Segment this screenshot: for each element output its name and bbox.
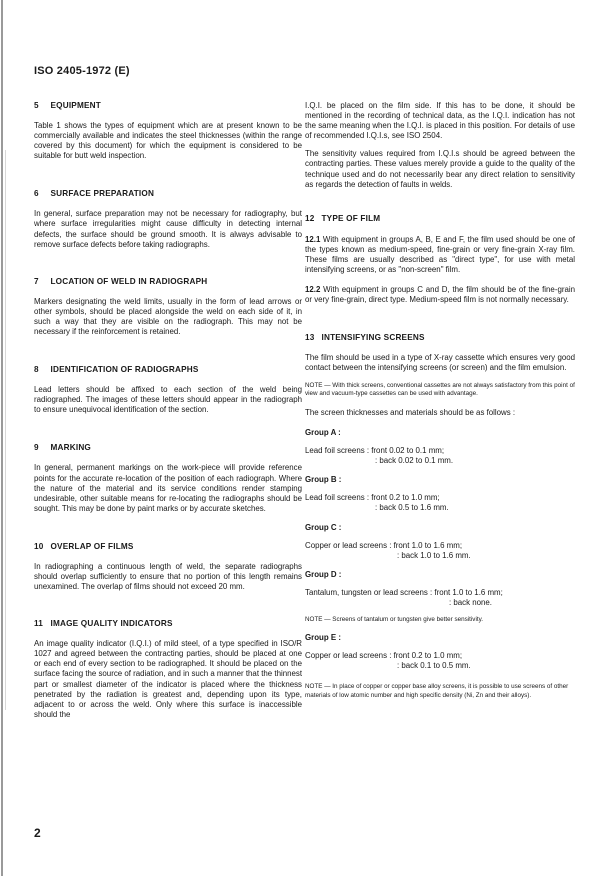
section-body: The sensitivity values required from I.Q.I.s should be agreed between the contracting parties. These values merely provide a guide to the quality of the technique used and do not necessarily bear any direct relation to sensitivity as regards the detection of faults in welds. [305,149,575,189]
section-number: 11 [34,619,44,629]
group-label: Group B : [305,475,342,485]
group-label: Group C : [305,522,342,532]
section-heading [34,101,302,110]
section-body: The film should be used in a type of X-ray cassette which ensures very good contact between the intensifying screens (or screen) and the film emulsion. [305,353,575,373]
screen-spec-back: : back 0.5 to 1.6 mm. [375,503,449,513]
screen-spec-front: Lead foil screens : front 0.2 to 1.0 mm; [305,493,440,503]
section-number: 5 [34,101,39,110]
page-number: 2 [34,826,41,840]
screen-spec-back: : back none. [449,597,492,607]
section-body: Markers designating the weld limits, usually in the form of lead arrows or other symbols, should be placed alongside the weld on each side of it, in such a way that they are visible on the radiograph. This may not be necessary if the reinforcement is retained. [34,296,302,337]
document-id: ISO 2405-1972 (E) [34,65,130,77]
section-body: The screen thicknesses and materials should be as follows : [305,408,516,418]
note: NOTE — With thick screens, conventional cassettes are not always satisfactory from this point of view and vacuum-type cassettes can be used with advantage. [305,381,575,398]
screen-spec-front: Tantalum, tungsten or lead screens : front 1.0 to 1.6 mm; [305,587,503,597]
section-body-continued: I.Q.I. be placed on the film side. If this has to be done, it should be mentioned in the recording of technical data, as the I.Q.I. indication has not the same meaning when the I.Q.I. is placed in this position. For details of use of recommended I.Q.I.s, see ISO 2504. [305,101,575,141]
section-heading [34,189,302,198]
section-heading [34,542,302,551]
section-number: 7 [34,276,39,286]
section-heading [34,443,302,452]
right-column [305,101,575,701]
section-heading [305,214,575,223]
group-label: Group A : [305,428,341,438]
screen-spec-back: : back 0.1 to 0.5 mm. [397,660,471,670]
page-edge [1,0,3,876]
section-body: Table 1 shows the types of equipment which are at present known to be commercially available and indicates the steel thicknesses (within the range covered by this document) for which the equipment is considered to be suitable for butt weld inspection. [34,121,302,161]
subsection-body [305,285,575,305]
section-title: SURFACE PREPARATION [50,189,155,199]
section-body: In general, permanent markings on the work-piece will provide reference points for the accurate re-location of the position of each radiograph. Where the nature of the material and its service conditions render stamping undesirable, other suitable means for re-locating the radiographs should be sought. This may be done by paint marks or by accurate sketches. [34,463,302,513]
section-heading [34,277,302,286]
section-body: An image quality indicator (I.Q.I.) of mild steel, of a type specified in ISO/R 1027 and agreed between the contracting parties, should be placed at one or each end of every section to be radiographed. It should be placed on the surface facing the source of radiation, and in such a manner that the thinnest part or smallest diameter of the indicator is placed where the thickness penetrated by the radiation is greatest and, depending upon its type, adjacent to or across the weld. Only where this surface is inaccessible should the [34,639,303,719]
section-heading [305,333,575,342]
section-body: In radiographing a continuous length of weld, the separate radiographs should overlap sufficiently to ensure that no portion of this length remains unexamined. The overlap of films should not exceed 20 mm. [34,561,302,592]
section-heading [34,619,302,628]
subsection-text: With equipment in groups A, B, E and F, the film used should be one of the types known as medium-speed, fine-grain or very fine-grain X-ray film. These films are usually described as "direct type", for use with metal intensifying screens, or as "non-screen" film. [305,234,575,275]
section-title: OVERLAP OF FILMS [50,541,134,551]
section-body: In general, surface preparation may not be necessary for radiography, but where surface irregularities might cause difficulty in detecting internal defects, the surface should be ground smooth. It is always advisable to remove surface defects before taking radiographs. [34,209,302,249]
screen-spec-back: : back 0.02 to 0.1 mm. [375,456,454,466]
section-heading [34,365,302,374]
screen-spec-front: Copper or lead screens : front 0.2 to 1.0 mm; [305,650,463,660]
note: NOTE — Screens of tantalum or tungsten give better sensitivity. [305,615,484,623]
section-title: MARKING [50,443,91,453]
section-title: LOCATION OF WELD IN RADIOGRAPH [50,276,208,286]
section-number: 6 [34,189,39,199]
section-body: Lead letters should be affixed to each section of the weld being radiographed. The images of these letters should appear in the radiograph to ensure unequivocal identification of the section. [34,385,302,415]
section-title: IMAGE QUALITY INDICATORS [50,619,173,629]
section-number: 13 [305,333,315,343]
subsection-number: 12.1 [305,234,321,244]
screen-spec-front: Lead foil screens : front 0.02 to 0.1 mm; [305,446,445,456]
subsection-body [305,235,575,275]
group-label: Group D : [305,569,342,579]
section-number: 12 [305,213,315,223]
left-column [34,101,302,720]
section-number: 9 [34,443,39,453]
note: NOTE — In place of copper or copper base alloy screens, it is possible to use screens of other materials of low atomic number and high specific density (Ni, Zn and their alloys). [305,682,569,699]
section-title: TYPE OF FILM [321,213,381,223]
scan-shadow [5,150,6,710]
section-title: IDENTIFICATION OF RADIOGRAPHS [50,365,199,375]
section-number: 8 [34,365,39,375]
subsection-text: With equipment in groups C and D, the film should be of the fine-grain or very fine-grain, direct type. Medium-speed film is not normally necessary. [305,285,575,305]
screen-spec-front: Copper or lead screens : front 1.0 to 1.6 mm; [305,540,463,550]
screen-spec-back: : back 1.0 to 1.6 mm. [397,550,471,560]
subsection-number: 12.2 [305,285,321,295]
group-label: Group E : [305,632,341,642]
section-number: 10 [34,541,44,551]
section-title: EQUIPMENT [50,101,101,110]
section-title: INTENSIFYING SCREENS [321,333,425,343]
